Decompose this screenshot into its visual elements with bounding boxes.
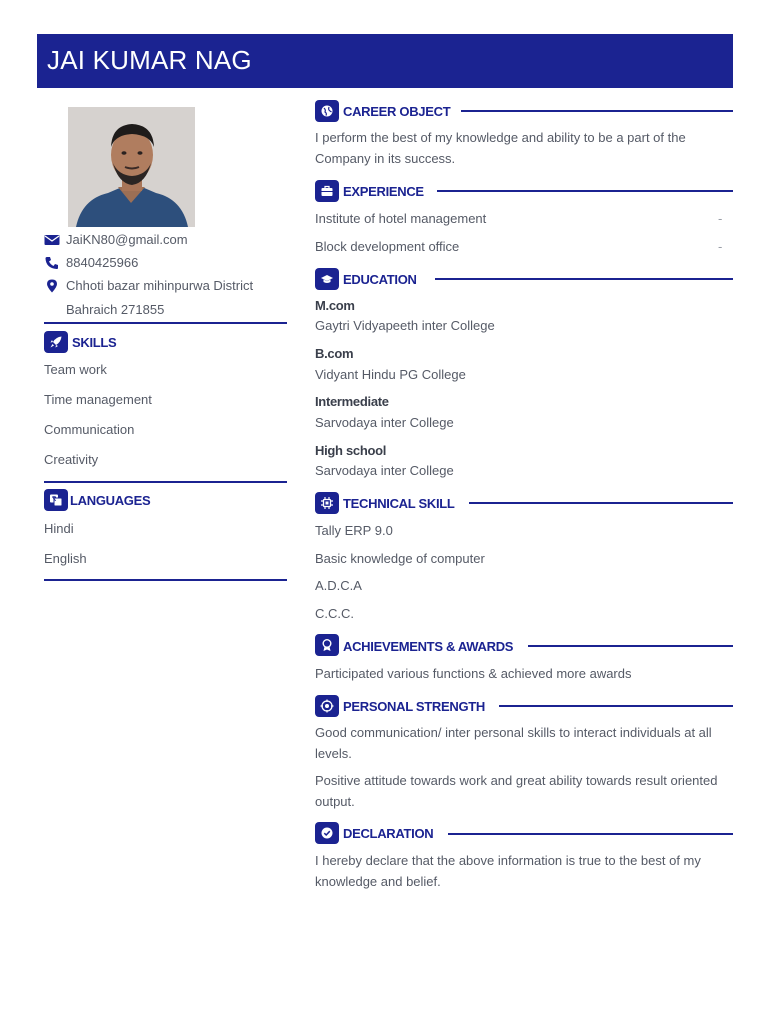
- education-title: EDUCATION: [343, 272, 417, 287]
- phone-icon: [44, 256, 60, 270]
- education-degree: High school: [315, 443, 387, 458]
- experience-dates: -: [718, 239, 723, 254]
- section-rule: [528, 645, 733, 647]
- candidate-name: JAI KUMAR NAG: [47, 45, 252, 75]
- section-rule: [469, 502, 733, 504]
- translate-icon: [44, 489, 68, 511]
- language-item: Hindi: [44, 521, 74, 536]
- section-rule: [437, 190, 733, 192]
- target-icon: [315, 695, 339, 717]
- email-text: JaiKN80@gmail.com: [66, 232, 188, 247]
- experience-item: Institute of hotel management: [315, 211, 487, 226]
- achievements-text: Participated various functions & achieved more awards: [315, 666, 632, 681]
- strength-item: Positive attitude towards work and great ability towards result oriented output.: [315, 773, 718, 809]
- technical-item: Basic knowledge of computer: [315, 551, 485, 566]
- section-rule: [461, 110, 733, 112]
- section-rule: [435, 278, 733, 280]
- divider: [44, 481, 287, 483]
- phone-text: 8840425966: [66, 255, 139, 270]
- address-text: Chhoti bazar mihinpurwa District Bahraich 271855: [66, 278, 254, 317]
- skill-item: Time management: [44, 392, 152, 407]
- technical-item: C.C.C.: [315, 606, 354, 621]
- briefcase-icon: [315, 180, 339, 202]
- divider: [44, 579, 287, 581]
- technical-title: TECHNICAL SKILL: [343, 496, 455, 511]
- check-circle-icon: [315, 822, 339, 844]
- declaration-text: I hereby declare that the above information is true to the best of my knowledge and belief.: [315, 853, 701, 889]
- education-school: Gaytri Vidyapeeth inter College: [315, 318, 495, 333]
- contact-phone: [44, 251, 284, 275]
- technical-item: Tally ERP 9.0: [315, 523, 393, 538]
- experience-dates: -: [718, 211, 723, 226]
- education-degree: B.com: [315, 346, 354, 361]
- strength-title: PERSONAL STRENGTH: [343, 699, 486, 714]
- skill-item: Creativity: [44, 452, 99, 467]
- education-school: Sarvodaya inter College: [315, 415, 454, 430]
- career-title: CAREER OBJECT: [343, 104, 451, 119]
- name-banner: [37, 34, 733, 88]
- languages-title: LANGUAGES: [70, 493, 151, 508]
- technical-item: A.D.C.A: [315, 578, 362, 593]
- education-school: Sarvodaya inter College: [315, 463, 454, 478]
- strength-item: Good communication/ inter personal skills to interact individuals at all levels.: [315, 725, 712, 761]
- section-rule: [448, 833, 733, 835]
- skill-item: Communication: [44, 422, 135, 437]
- education-school: Vidyant Hindu PG College: [315, 367, 466, 382]
- declaration-title: DECLARATION: [343, 826, 434, 841]
- envelope-icon: [44, 233, 60, 247]
- rocket-icon: [44, 331, 68, 353]
- achievements-title: ACHIEVEMENTS & AWARDS: [343, 639, 514, 654]
- chip-icon: [315, 492, 339, 514]
- profile-photo: [68, 107, 195, 227]
- contact-email: [44, 228, 284, 252]
- career-text: I perform the best of my knowledge and ability to be a part of the Company in its success.: [315, 130, 686, 166]
- globe-icon: [315, 100, 339, 122]
- education-degree: Intermediate: [315, 394, 389, 409]
- education-degree: M.com: [315, 298, 355, 313]
- skills-title: SKILLS: [72, 335, 117, 350]
- experience-title: EXPERIENCE: [343, 184, 424, 199]
- section-rule: [499, 705, 733, 707]
- award-icon: [315, 634, 339, 656]
- divider: [44, 322, 287, 324]
- graduation-cap-icon: [315, 268, 339, 290]
- map-pin-icon: [46, 279, 58, 293]
- experience-item: Block development office: [315, 239, 460, 254]
- skill-item: Team work: [44, 362, 107, 377]
- language-item: English: [44, 551, 87, 566]
